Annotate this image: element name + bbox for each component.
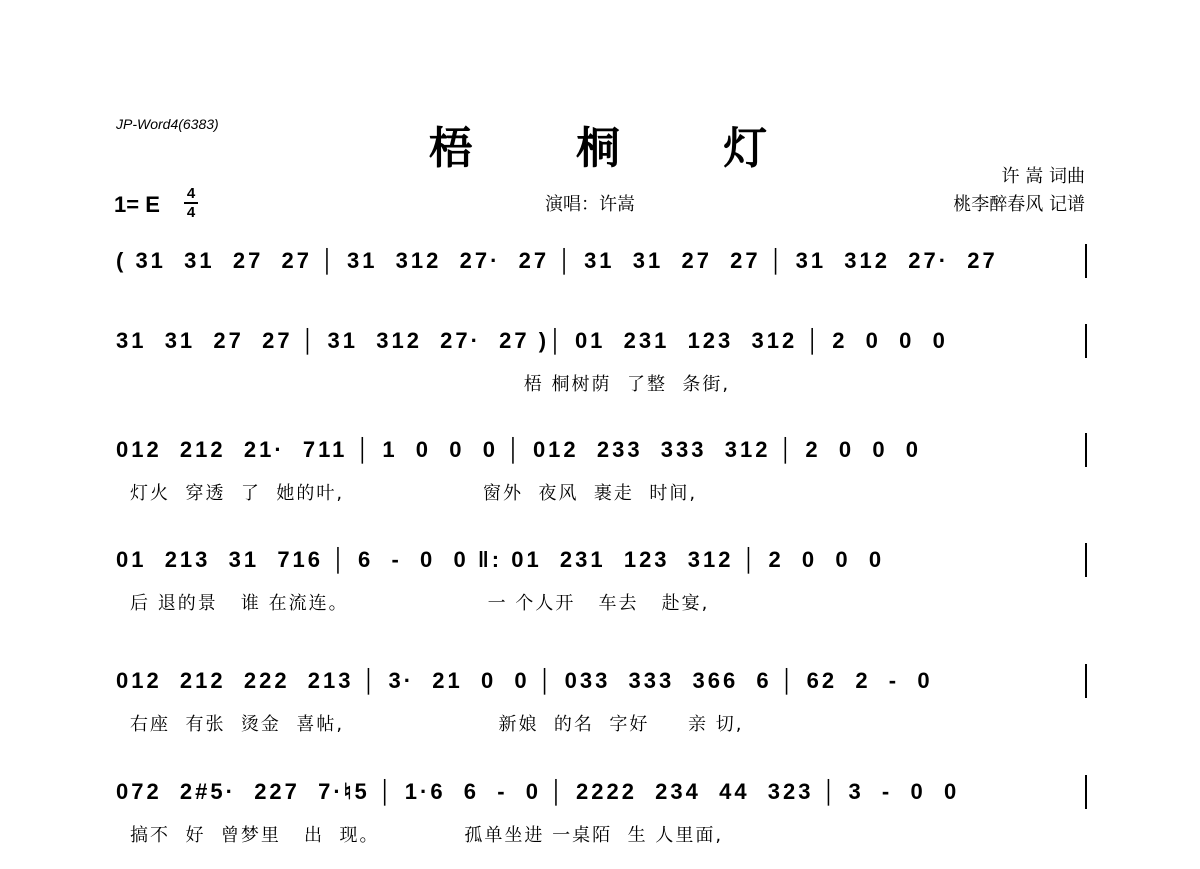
- notes-line: 01 213 31 716 │ 6 - 0 0 ‖: 01 231 123 312 │ 2 0 0 0: [116, 547, 885, 572]
- song-title: 梧 桐 灯: [428, 123, 812, 174]
- notes-line: ( 31 31 27 27 │ 31 312 27· 27 │ 31 31 27 27 │ 31 312 27· 27: [116, 248, 998, 273]
- lyrics-line: 搞不 好 曾梦里 出 现。 孤单坐进 一桌陌 生 人里面,: [130, 825, 724, 846]
- software-version: JP-Word4(6383): [116, 116, 219, 132]
- lyrics-line: 右座 有张 烫金 喜帖, 新娘 的名 字好 亲 切,: [130, 714, 744, 735]
- composer-credit: 许 嵩 词曲: [1001, 166, 1085, 187]
- lyrics-line: 灯火 穿透 了 她的叶, 窗外 夜风 裹走 时间,: [130, 483, 698, 504]
- notes-line: 012 212 222 213 │ 3· 21 0 0 │ 033 333 366 6 │ 62 2 - 0: [116, 668, 933, 693]
- time-signature: [184, 186, 198, 220]
- score-row: [0, 779, 1200, 869]
- score-row: [0, 328, 1200, 418]
- singer-credit: 演唱：许嵩: [545, 194, 635, 215]
- score-row: [0, 248, 1200, 338]
- key-signature: 1= E: [114, 192, 160, 217]
- row-end-barline: [1085, 433, 1087, 467]
- row-end-barline: [1085, 324, 1087, 358]
- score-row: [0, 547, 1200, 637]
- meter-top: 4: [186, 185, 196, 202]
- row-end-barline: [1085, 543, 1087, 577]
- score-row: [0, 437, 1200, 527]
- row-end-barline: [1085, 664, 1087, 698]
- notes-line: 012 212 21· 711 │ 1 0 0 0 │ 012 233 333 312 │ 2 0 0 0: [116, 437, 922, 462]
- meter-bottom: 4: [186, 204, 196, 221]
- lyrics-line: 梧 桐树荫 了整 条街,: [130, 374, 731, 395]
- transcriber-credit: 桃李醉春风 记谱: [953, 194, 1085, 215]
- notes-line: 31 31 27 27 │ 31 312 27· 27 )│ 01 231 123 312 │ 2 0 0 0: [116, 328, 948, 353]
- lyrics-line: 后 退的景 谁 在流连。 一 个人开 车去 赴宴,: [130, 593, 710, 614]
- row-end-barline: [1085, 775, 1087, 809]
- notes-line: 072 2#5· 227 7·♮5 │ 1·6 6 - 0 │ 2222 234 44 323 │ 3 - 0 0: [116, 779, 960, 804]
- row-end-barline: [1085, 244, 1087, 278]
- score-row: [0, 668, 1200, 758]
